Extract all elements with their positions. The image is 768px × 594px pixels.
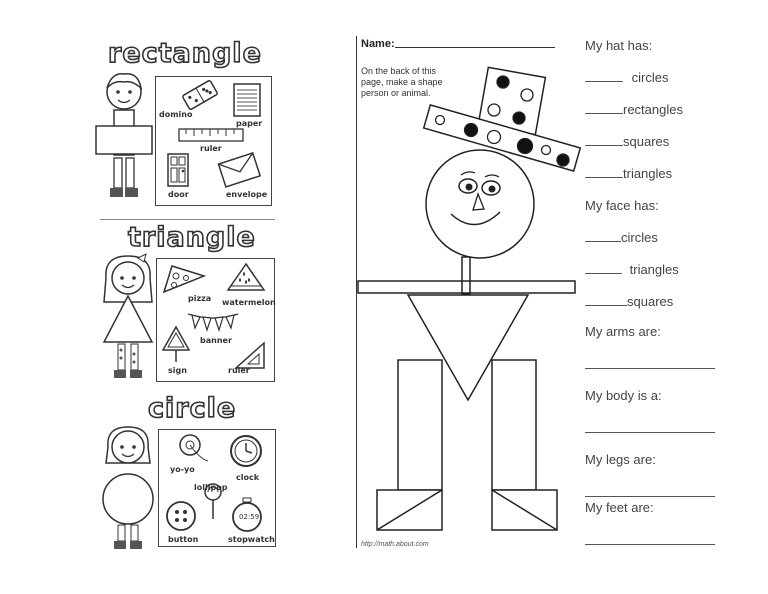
item-label-envelope: envelope: [226, 190, 268, 199]
envelope-icon: [215, 150, 263, 188]
source-url: http://math.about.com: [361, 541, 429, 548]
card-title-triangle: triangle: [128, 222, 256, 253]
triangle-card: [100, 222, 275, 387]
name-label: Name:: [361, 38, 395, 50]
answer-blank[interactable]: [585, 262, 622, 274]
body-answer-line[interactable]: [585, 432, 715, 433]
answer-blank[interactable]: [585, 134, 623, 146]
hat-heading: My hat has:: [585, 38, 653, 53]
hat-triangles-row[interactable]: triangles: [585, 166, 672, 181]
answer-blank[interactable]: [585, 294, 627, 306]
girl-illustration: [96, 252, 162, 387]
item-label-clock: clock: [236, 473, 260, 482]
arms-answer-line[interactable]: [585, 368, 715, 369]
yo-yo-icon: [176, 431, 212, 467]
legs-answer-line[interactable]: [585, 496, 715, 497]
item-label-ruler: ruler: [228, 366, 250, 375]
face-circles-row[interactable]: circles: [585, 230, 658, 245]
answer-blank[interactable]: [585, 102, 623, 114]
legs-heading: My legs are:: [585, 452, 656, 467]
rectangle-card: [100, 40, 275, 210]
face-squares-row[interactable]: squares: [585, 294, 673, 309]
sign-icon: [160, 324, 192, 364]
arms-heading: My arms are:: [585, 324, 661, 339]
card-title-circle: circle: [148, 393, 237, 424]
clock-icon: [228, 433, 264, 469]
stopwatch-display: 02:59: [239, 513, 260, 521]
pizza-icon: [160, 262, 208, 296]
shape-person-drawing: [356, 60, 581, 540]
item-label-banner: banner: [200, 336, 232, 345]
face-heading: My face has:: [585, 198, 659, 213]
door-icon: [166, 152, 190, 188]
item-label-domino: domino: [159, 110, 193, 119]
answer-blank[interactable]: [585, 166, 623, 178]
face-triangles-row[interactable]: triangles: [585, 262, 679, 277]
ruler-icon: [178, 128, 244, 142]
answer-blank[interactable]: [585, 230, 621, 242]
kid-illustration: [92, 70, 162, 210]
girl-illustration: [96, 423, 162, 555]
hat-circles-row[interactable]: circles: [585, 70, 668, 85]
leg-right: [492, 360, 536, 490]
item-label-lollipop: lollipop: [194, 483, 228, 492]
domino-icon: [180, 80, 220, 110]
circle-card: [100, 395, 275, 555]
card-title-rectangle: rectangle: [108, 38, 262, 69]
button-icon: [164, 499, 198, 533]
body-heading: My body is a:: [585, 388, 662, 403]
item-label-pizza: pizza: [188, 294, 212, 303]
feet-answer-line[interactable]: [585, 544, 715, 545]
item-label-yo-yo: yo-yo: [170, 465, 195, 474]
watermelon-icon: [224, 260, 268, 294]
item-label-watermelon: watermelon: [222, 298, 276, 307]
card-divider: [100, 219, 275, 220]
leg-left: [398, 360, 442, 490]
paper-icon: [231, 82, 263, 118]
item-label-sign: sign: [168, 366, 187, 375]
item-label-paper: paper: [236, 119, 263, 128]
banner-icon: [186, 310, 240, 334]
hat-rectangles-row[interactable]: rectangles: [585, 102, 683, 117]
item-label-ruler: ruler: [200, 144, 222, 153]
arms-rectangles: [358, 281, 575, 293]
answer-blank[interactable]: [585, 70, 623, 82]
name-field[interactable]: [395, 47, 555, 48]
item-label-stopwatch: stopwatch: [228, 535, 275, 544]
item-label-door: door: [168, 190, 189, 199]
hat-squares-row[interactable]: squares: [585, 134, 669, 149]
item-label-button: button: [168, 535, 199, 544]
instruction-text: On the back of this page, make a shape person or animal.: [361, 66, 443, 98]
feet-heading: My feet are:: [585, 500, 654, 515]
